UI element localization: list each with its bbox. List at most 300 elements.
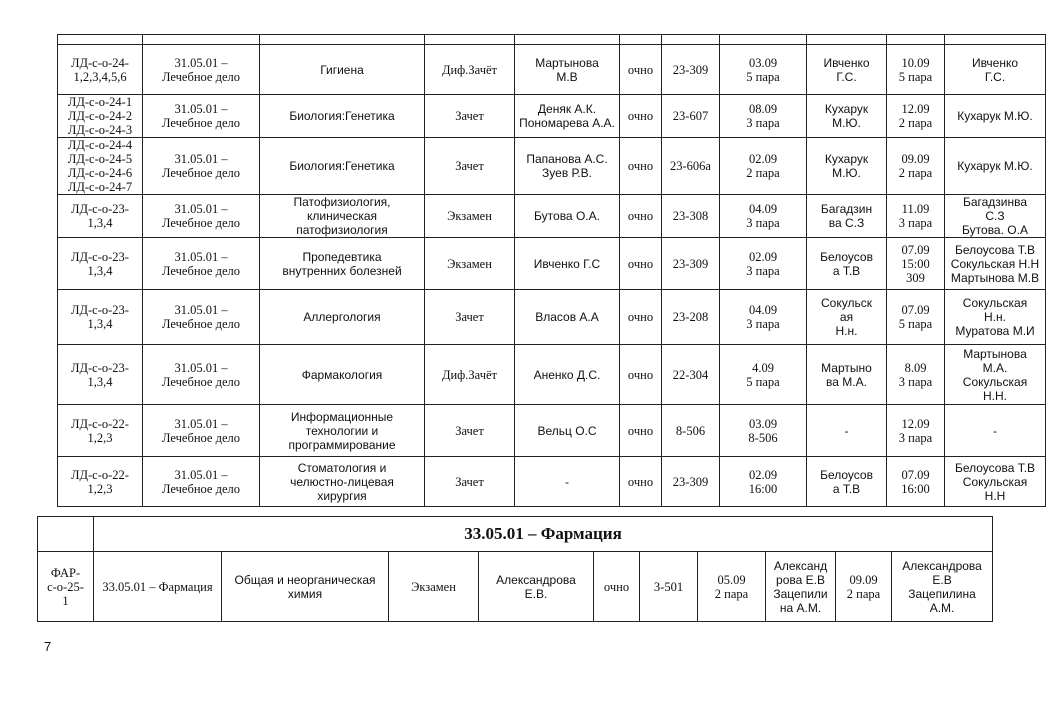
cell-line: очно [603, 579, 630, 594]
cell-line: внутренних болезней [282, 263, 402, 278]
retake-date-cell [887, 238, 945, 290]
commission-cell [892, 552, 993, 622]
assessment-form-cell [425, 238, 515, 290]
table-header-row [58, 35, 1046, 45]
cell-line: ЛД-с-о-24-7 [67, 180, 133, 194]
cell-line: 2 пара [714, 586, 749, 601]
cell-line: Лечебное дело [162, 69, 240, 84]
cell-line: 5 пара [898, 317, 933, 331]
commission-cell [945, 95, 1046, 138]
cell-line: Экзамен [411, 579, 456, 594]
cell-line: 1,3,4 [87, 374, 113, 389]
table-row [58, 138, 1046, 195]
cell-line: 2 пара [846, 586, 881, 601]
cell-line: А.М. [929, 600, 955, 615]
first-examiners-cell [807, 345, 887, 405]
cell-line: Власов А.А [535, 310, 599, 324]
first-examiners-cell [807, 95, 887, 138]
first-examiners-cell [807, 238, 887, 290]
first-date-cell [720, 95, 807, 138]
cell-line: 3 пара [898, 216, 933, 230]
table-row [38, 552, 993, 622]
cell-line: 23-309 [672, 256, 709, 271]
cell-line: ЛД-с-о-23- [71, 202, 129, 216]
assessment-form-cell [425, 95, 515, 138]
cell-line: Г.С. [836, 69, 857, 84]
cell-line: Сокульская [962, 296, 1028, 310]
cell-line: 12.09 [901, 416, 930, 431]
retake-date-cell [836, 552, 892, 622]
table-row [58, 195, 1046, 238]
discipline-cell [260, 290, 425, 345]
room-cell [662, 290, 720, 345]
retake-date-cell [887, 290, 945, 345]
first-examiners-cell [807, 195, 887, 238]
cell-line: Лечебное дело [162, 116, 240, 130]
cell-line: - [565, 474, 569, 489]
teacher-cell [515, 45, 620, 95]
cell-line: 22-304 [672, 367, 709, 382]
cell-line: Диф.Зачёт [441, 62, 498, 77]
cell-line: М.А. [982, 360, 1008, 375]
cell-line: Диф.Зачёт [441, 367, 498, 382]
cell-line: 5 пара [898, 69, 933, 84]
cell-line: Г.С. [984, 69, 1006, 84]
cell-line: 1,3,4 [87, 216, 113, 230]
cell-line: химия [287, 586, 323, 601]
first-date-cell [720, 138, 807, 195]
cell-line: Белоусов [820, 249, 873, 264]
cell-line: ЛД-с-о-23- [71, 249, 129, 264]
specialty-cell [143, 195, 260, 238]
cell-line: программирование [288, 437, 396, 452]
cell-line: 3 пара [746, 317, 780, 331]
cell-line: 2 пара [898, 116, 933, 130]
cell-line: челюстно-лицевая [290, 474, 394, 489]
cell-line: хирургия [317, 488, 367, 503]
cell-line: Лечебное дело [162, 166, 240, 180]
cell-line: Мартынова [963, 346, 1027, 361]
cell-line: 23-208 [672, 310, 709, 324]
cell-line: 31.05.01 – [174, 467, 228, 482]
commission-cell [945, 405, 1046, 457]
teacher-cell [515, 138, 620, 195]
discipline-cell [260, 405, 425, 457]
cell-line: 1,2,3 [87, 481, 113, 496]
cell-line: 309 [906, 270, 925, 285]
first-examiners-cell [807, 290, 887, 345]
assessment-form-cell [425, 345, 515, 405]
teacher-cell [515, 238, 620, 290]
cell-line: Е.В. [524, 586, 548, 601]
cell-line: 31.05.01 – [174, 202, 228, 216]
commission-cell [945, 457, 1046, 507]
cell-line: Зачет [455, 159, 484, 173]
cell-line: М.Ю. [832, 116, 861, 130]
cell-line: 3 пара [898, 430, 933, 445]
cell-line: 16:00 [901, 481, 930, 496]
cell-line: 23-607 [672, 109, 709, 123]
cell-line: Экзамен [447, 256, 492, 271]
cell-line: Лечебное дело [162, 481, 240, 496]
group-cell [58, 405, 143, 457]
study-mode-cell [620, 238, 662, 290]
discipline-cell [260, 45, 425, 95]
commission-cell [945, 45, 1046, 95]
commission-cell [945, 195, 1046, 238]
study-mode-cell [620, 290, 662, 345]
first-examiners-cell [807, 45, 887, 95]
commission-cell [945, 290, 1046, 345]
cell-line: - [844, 423, 849, 438]
study-mode-cell [594, 552, 640, 622]
cell-line: 4.09 [752, 360, 774, 375]
cell-line: 8.09 [904, 360, 927, 375]
cell-line: ва М.А. [826, 374, 867, 389]
first-examiners-cell [766, 552, 836, 622]
discipline-cell [260, 457, 425, 507]
group-cell [38, 552, 94, 622]
cell-line: Биология:Генетика [289, 109, 395, 123]
cell-line: 1,3,4 [87, 317, 113, 331]
cell-line: технологии и [305, 423, 379, 438]
section-title: 33.05.01 – Фармация [94, 517, 993, 552]
cell-line: Зуев Р.В. [542, 166, 592, 180]
cell-line: на А.М. [779, 600, 822, 615]
group-cell [58, 138, 143, 195]
discipline-cell [222, 552, 389, 622]
cell-line: Бутова О.А. [534, 209, 600, 223]
table-row [58, 290, 1046, 345]
section-title-row [38, 517, 993, 552]
first-examiners-cell [807, 405, 887, 457]
cell-line: Ивченко [823, 55, 870, 70]
first-date-cell [720, 290, 807, 345]
cell-line: ЛД-с-о-24-3 [67, 123, 133, 137]
discipline-cell [260, 238, 425, 290]
cell-line: Вельц О.С [537, 423, 597, 438]
first-date-cell [720, 195, 807, 238]
group-cell [58, 457, 143, 507]
discipline-cell [260, 95, 425, 138]
first-date-cell [698, 552, 766, 622]
cell-line: 1,2,3 [87, 430, 113, 445]
cell-line: 04.09 [748, 202, 778, 216]
group-cell [58, 290, 143, 345]
table-row [58, 45, 1046, 95]
first-date-cell [720, 45, 807, 95]
assessment-form-cell [425, 290, 515, 345]
cell-line: 8-506 [675, 423, 706, 438]
cell-line: Экзамен [447, 209, 492, 223]
cell-line: 08.09 [748, 102, 778, 116]
cell-line: 3 пара [746, 116, 780, 130]
cell-line: Муратова М.И [955, 324, 1035, 338]
specialty-cell [143, 138, 260, 195]
cell-line: 31.05.01 – [174, 55, 228, 70]
commission-cell [945, 238, 1046, 290]
cell-line: ЛД-с-о-23- [71, 303, 129, 317]
study-mode-cell [620, 195, 662, 238]
teacher-cell [515, 457, 620, 507]
cell-line: очно [627, 310, 654, 324]
retake-date-cell [887, 345, 945, 405]
retake-date-cell [887, 405, 945, 457]
teacher-cell [515, 95, 620, 138]
cell-line: Патофизиология, [293, 195, 391, 209]
cell-line: 04.09 [748, 303, 778, 317]
cell-line: 1,3,4 [87, 263, 113, 278]
cell-line: Зачет [455, 109, 484, 123]
cell-line: Зачет [455, 474, 484, 489]
cell-line: патофизиология [296, 223, 388, 237]
cell-line: Лечебное дело [162, 216, 240, 230]
cell-line: 33.05.01 – Фармация [102, 579, 213, 594]
table-row [58, 238, 1046, 290]
cell-line: Мартыно [821, 360, 872, 375]
cell-line: 05.09 [717, 572, 746, 587]
cell-line: 16:00 [748, 481, 778, 496]
cell-line: Кухарук М.Ю. [957, 159, 1033, 173]
cell-line: 31.05.01 – [174, 249, 228, 264]
study-mode-cell [620, 95, 662, 138]
assessment-form-cell [425, 138, 515, 195]
page-number: 7 [44, 639, 52, 654]
specialty-cell [143, 290, 260, 345]
cell-line: Н.н. [835, 324, 858, 338]
cell-line: Лечебное дело [162, 317, 240, 331]
room-cell [662, 138, 720, 195]
cell-line: а Т.В [832, 263, 861, 278]
cell-line: Папанова А.С. [526, 152, 608, 166]
cell-line: Александ [773, 558, 828, 573]
cell-line: очно [627, 423, 654, 438]
cell-line: Зацепили [773, 586, 828, 601]
cell-line: 5 пара [746, 69, 780, 84]
cell-line: очно [627, 159, 654, 173]
cell-line: клиническая [306, 209, 378, 223]
retake-date-cell [887, 457, 945, 507]
assessment-form-cell [425, 405, 515, 457]
cell-line: очно [627, 62, 654, 77]
cell-line: 31.05.01 – [174, 416, 228, 431]
assessment-form-cell [389, 552, 479, 622]
group-cell [58, 345, 143, 405]
cell-line: ЛД-с-о-24-2 [67, 109, 133, 123]
discipline-cell [260, 195, 425, 238]
cell-line: 12.09 [901, 102, 930, 116]
cell-line: 31.05.01 – [174, 102, 228, 116]
cell-line: ЛД-с-о-22- [71, 467, 129, 482]
cell-line: 23-309 [672, 474, 709, 489]
room-cell [640, 552, 698, 622]
cell-line: 07.09 [901, 242, 930, 257]
cell-line: 02.09 [748, 152, 778, 166]
table-row [58, 345, 1046, 405]
cell-line: М.Ю. [832, 166, 861, 180]
specialty-cell [143, 345, 260, 405]
cell-line: 1,2,3,4,5,6 [73, 69, 127, 84]
cell-line: 09.09 [901, 152, 930, 166]
cell-line: очно [627, 367, 654, 382]
cell-line: Сокульск [821, 296, 872, 310]
retake-date-cell [887, 138, 945, 195]
cell-line: Багадзинва [962, 195, 1028, 209]
group-cell [58, 45, 143, 95]
cell-line: Лечебное дело [162, 430, 240, 445]
cell-line: 3-501 [653, 579, 684, 594]
table-row [58, 405, 1046, 457]
cell-line: Кухарук [824, 152, 869, 166]
study-mode-cell [620, 138, 662, 195]
cell-line: 03.09 [748, 55, 778, 70]
cell-line: Лечебное дело [162, 263, 240, 278]
cell-line: 02.09 [748, 467, 778, 482]
room-cell [662, 95, 720, 138]
cell-line: Пономарева А.А. [519, 116, 615, 130]
cell-line: Александрова [496, 572, 576, 587]
cell-line: 15:00 [901, 256, 930, 271]
cell-line: Информационные [290, 409, 394, 424]
study-mode-cell [620, 457, 662, 507]
group-cell [58, 95, 143, 138]
cell-line: Белоусова Т.В [954, 242, 1036, 257]
cell-line: Кухарук [824, 102, 869, 116]
study-mode-cell [620, 45, 662, 95]
cell-line: Стоматология и [297, 460, 387, 475]
cell-line: с-о-25- [47, 579, 84, 594]
table-row [58, 457, 1046, 507]
group-cell [58, 238, 143, 290]
first-date-cell [720, 238, 807, 290]
cell-line: очно [627, 256, 654, 271]
cell-line: 3 пара [898, 374, 933, 389]
study-mode-cell [620, 405, 662, 457]
study-mode-cell [620, 345, 662, 405]
cell-line: Сокульская [962, 474, 1028, 489]
cell-line: 09.09 [849, 572, 878, 587]
first-date-cell [720, 345, 807, 405]
specialty-cell [143, 405, 260, 457]
cell-line: ва С.З [828, 216, 865, 230]
assessment-form-cell [425, 45, 515, 95]
cell-line: Лечебное дело [162, 374, 240, 389]
cell-line: Мартынова [535, 55, 599, 70]
cell-line: ЛД-с-о-24-5 [67, 152, 133, 166]
room-cell [662, 45, 720, 95]
cell-line: 10.09 [901, 55, 930, 70]
specialty-cell [143, 45, 260, 95]
specialty-cell [143, 457, 260, 507]
commission-cell [945, 345, 1046, 405]
cell-line: Зацепилина [908, 586, 976, 601]
table-row [58, 95, 1046, 138]
cell-line: 23-309 [672, 62, 709, 77]
retake-date-cell [887, 195, 945, 238]
cell-line: 2 пара [898, 166, 933, 180]
first-date-cell [720, 457, 807, 507]
first-date-cell [720, 405, 807, 457]
cell-line: 07.09 [901, 303, 930, 317]
first-examiners-cell [807, 138, 887, 195]
cell-line: 07.09 [901, 467, 930, 482]
cell-line: ЛД-с-о-24-1 [67, 95, 133, 109]
cell-line: 5 пара [746, 374, 780, 389]
cell-line: Кухарук М.Ю. [957, 109, 1033, 123]
cell-line: 11.09 [901, 202, 930, 216]
cell-line: Н.Н. [983, 388, 1007, 403]
cell-line: рова Е.В [776, 572, 825, 587]
specialty-cell [143, 238, 260, 290]
cell-line: 02.09 [748, 249, 778, 264]
cell-line: Пропедевтика [302, 249, 382, 264]
room-cell [662, 405, 720, 457]
cell-line: Фармакология [301, 367, 383, 382]
cell-line: ая [839, 310, 854, 324]
retake-date-cell [887, 95, 945, 138]
cell-line: ЛД-с-о-23- [71, 360, 129, 375]
commission-cell [945, 138, 1046, 195]
discipline-cell [260, 138, 425, 195]
cell-line: 3 пара [746, 263, 780, 278]
cell-line: ЛД-с-о-24-6 [67, 166, 133, 180]
cell-line: Багадзин [820, 202, 873, 216]
cell-line: 03.09 [748, 416, 778, 431]
cell-line: 23-606а [670, 159, 711, 173]
pharmacy-schedule-table [37, 516, 993, 622]
assessment-form-cell [425, 195, 515, 238]
group-cell [58, 195, 143, 238]
cell-line: 31.05.01 – [174, 360, 228, 375]
room-cell [662, 457, 720, 507]
teacher-cell [479, 552, 594, 622]
cell-line: ЛД-с-о-22- [71, 416, 129, 431]
first-examiners-cell [807, 457, 887, 507]
cell-line: 3 пара [746, 216, 780, 230]
teacher-cell [515, 405, 620, 457]
cell-line: 23-308 [672, 209, 709, 223]
cell-line: 1 [62, 593, 69, 608]
cell-line: Деняк А.К. [537, 102, 597, 116]
assessment-form-cell [425, 457, 515, 507]
cell-line: Аненко Д.С. [533, 367, 601, 382]
cell-line: 31.05.01 – [174, 152, 228, 166]
cell-line: Александрова [902, 558, 982, 573]
cell-line: Белоусов [820, 467, 873, 482]
teacher-cell [515, 290, 620, 345]
cell-line: Ивченко Г.С [533, 256, 601, 271]
cell-line: - [993, 423, 997, 438]
cell-line: очно [627, 474, 654, 489]
cell-line: Н.Н [984, 488, 1006, 503]
cell-line: Аллергология [303, 310, 381, 324]
room-cell [662, 238, 720, 290]
cell-line: 2 пара [746, 166, 780, 180]
cell-line: ФАР- [50, 565, 81, 580]
retake-date-cell [887, 45, 945, 95]
cell-line: ЛД-с-о-24- [71, 55, 129, 70]
cell-line: Сокульская Н.Н [950, 256, 1040, 271]
cell-line: очно [627, 209, 654, 223]
cell-line: Мартынова М.В [950, 270, 1040, 285]
discipline-cell [260, 345, 425, 405]
cell-line: Е.В [932, 572, 952, 587]
room-cell [662, 345, 720, 405]
teacher-cell [515, 195, 620, 238]
cell-line: Гигиена [320, 62, 364, 77]
cell-line: С.З [985, 209, 1005, 223]
cell-line: Зачет [455, 423, 484, 438]
